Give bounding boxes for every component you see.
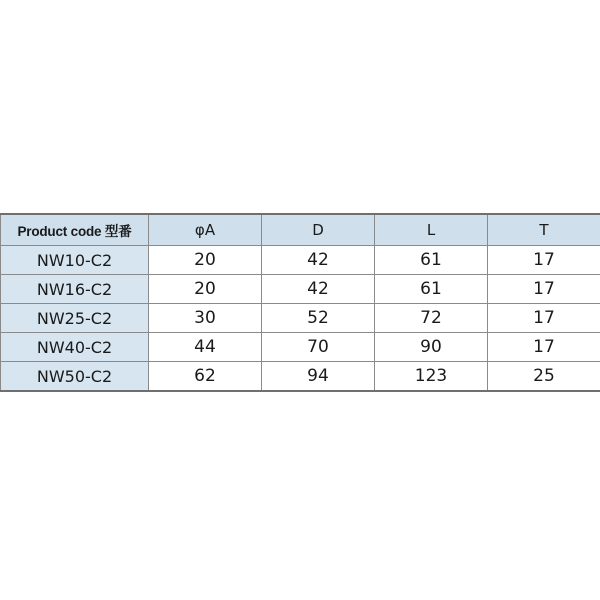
header-d: D	[262, 214, 375, 246]
t-cell: 17	[488, 333, 600, 362]
header-t: T	[488, 214, 600, 246]
d-cell: 42	[262, 246, 375, 275]
table-row	[1, 304, 600, 333]
t-cell: 17	[488, 246, 600, 275]
header-product-code: Product code 型番	[1, 214, 149, 246]
header-l: L	[375, 214, 488, 246]
phi-a-cell: 44	[149, 333, 262, 362]
l-cell: 61	[375, 275, 488, 304]
product-code-cell: NW50-C2	[1, 362, 149, 392]
phi-a-cell: 30	[149, 304, 262, 333]
l-cell: 61	[375, 246, 488, 275]
header-phi-a: φA	[149, 214, 262, 246]
d-cell: 42	[262, 275, 375, 304]
phi-a-cell: 62	[149, 362, 262, 392]
l-cell: 72	[375, 304, 488, 333]
table-row	[1, 333, 600, 362]
l-cell: 123	[375, 362, 488, 392]
spec-table	[0, 213, 600, 392]
table-header	[1, 214, 600, 246]
table-row	[1, 275, 600, 304]
product-code-cell: NW25-C2	[1, 304, 149, 333]
t-cell: 17	[488, 304, 600, 333]
table-row	[1, 246, 600, 275]
product-code-cell: NW40-C2	[1, 333, 149, 362]
d-cell: 94	[262, 362, 375, 392]
product-code-cell: NW10-C2	[1, 246, 149, 275]
table-body	[1, 246, 600, 392]
phi-a-cell: 20	[149, 246, 262, 275]
header-row	[1, 214, 600, 246]
l-cell: 90	[375, 333, 488, 362]
d-cell: 70	[262, 333, 375, 362]
t-cell: 25	[488, 362, 600, 392]
table-row	[1, 362, 600, 392]
phi-a-cell: 20	[149, 275, 262, 304]
product-code-cell: NW16-C2	[1, 275, 149, 304]
d-cell: 52	[262, 304, 375, 333]
t-cell: 17	[488, 275, 600, 304]
